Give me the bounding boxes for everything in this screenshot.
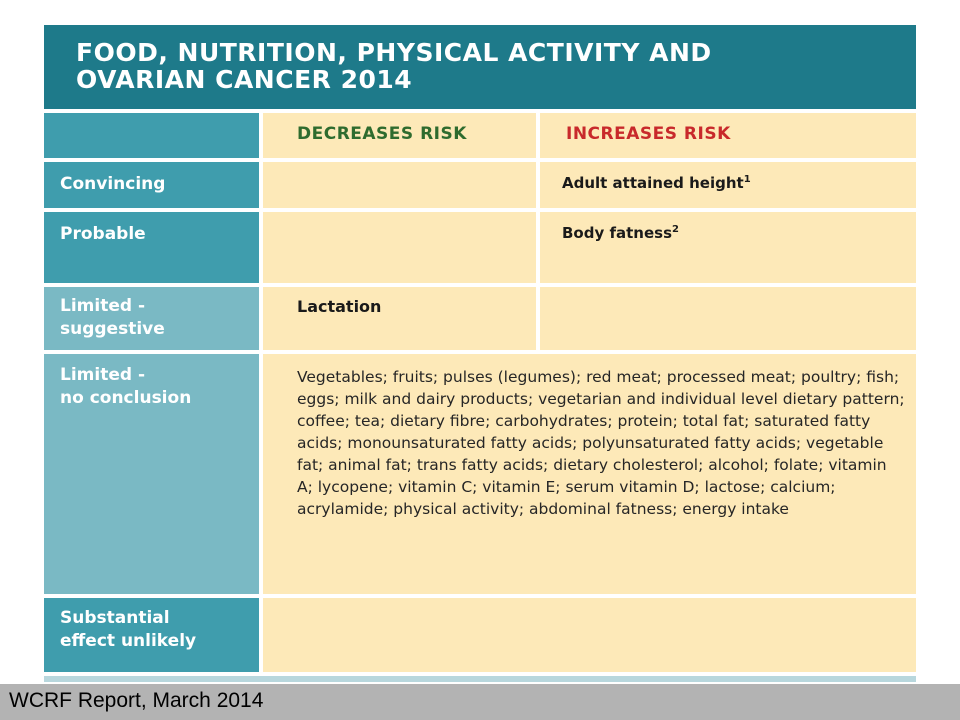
limited-suggestive-increases-cell [540, 287, 916, 350]
title-line-2: OVARIAN CANCER 2014 [76, 65, 413, 94]
row-label-substantial [44, 598, 259, 672]
row-label-convincing [44, 162, 259, 208]
substantial-label: Substantial effect unlikely [60, 608, 197, 651]
row-label-probable [44, 212, 259, 283]
evidence-matrix-card [44, 25, 916, 685]
footnote-1: 1 [743, 174, 751, 185]
bottom-rule [44, 676, 916, 682]
header-corner-cell [44, 113, 259, 158]
probable-label: Probable [60, 224, 146, 244]
header-increases-cell [540, 113, 916, 158]
limited-suggestive-label: Limited - suggestive [60, 296, 165, 339]
body-fatness-text: Body fatness$^2$ [562, 224, 679, 242]
limited-no-conclusion-cell [263, 354, 916, 594]
footnote-2: 2 [672, 224, 679, 235]
limited-no-conclusion-label: Limited - no conclusion [60, 365, 192, 408]
increases-risk-header: INCREASES RISK [566, 124, 731, 144]
footer-bar [0, 684, 960, 720]
source-caption: WCRF Report, March 2014 [9, 689, 264, 712]
row-label-limited-no-conclusion [44, 354, 259, 594]
limited-suggestive-decreases-cell [263, 287, 536, 350]
row-label-limited-suggestive [44, 287, 259, 350]
no-conclusion-factors-text: Vegetables; fruits; pulses (legumes); red meat; processed meat; poultry; fish; eggs; milk and dairy products; vegetarian and individual level dietary pattern; coffee; tea; dietary fibre; carbohydrates; protein; total fat; saturated fatty acids; monounsaturated fatty acids; polyunsaturated fatty acids; vegetable fat; animal fat; trans fatty acids; dietary cholesterol; alcohol; folate; vitamin A; lycopene; vitamin C; vitamin E; serum vitamin D; lactose; calcium; acrylamide; physical activity; abdominal fatness; energy intake [297, 368, 905, 518]
probable-increases-cell [540, 212, 916, 283]
header-decreases-cell [263, 113, 536, 158]
convincing-decreases-cell [263, 162, 536, 208]
adult-height-text: Adult attained height$^1$ [562, 174, 751, 192]
convincing-label: Convincing [60, 174, 166, 194]
title-line-1: FOOD, NUTRITION, PHYSICAL ACTIVITY AND [76, 38, 712, 67]
substantial-cell [263, 598, 916, 672]
probable-decreases-cell [263, 212, 536, 283]
decreases-risk-header: DECREASES RISK [297, 124, 467, 144]
title-bar [44, 25, 916, 109]
convincing-increases-cell [540, 162, 916, 208]
lactation-text: Lactation [297, 297, 382, 316]
